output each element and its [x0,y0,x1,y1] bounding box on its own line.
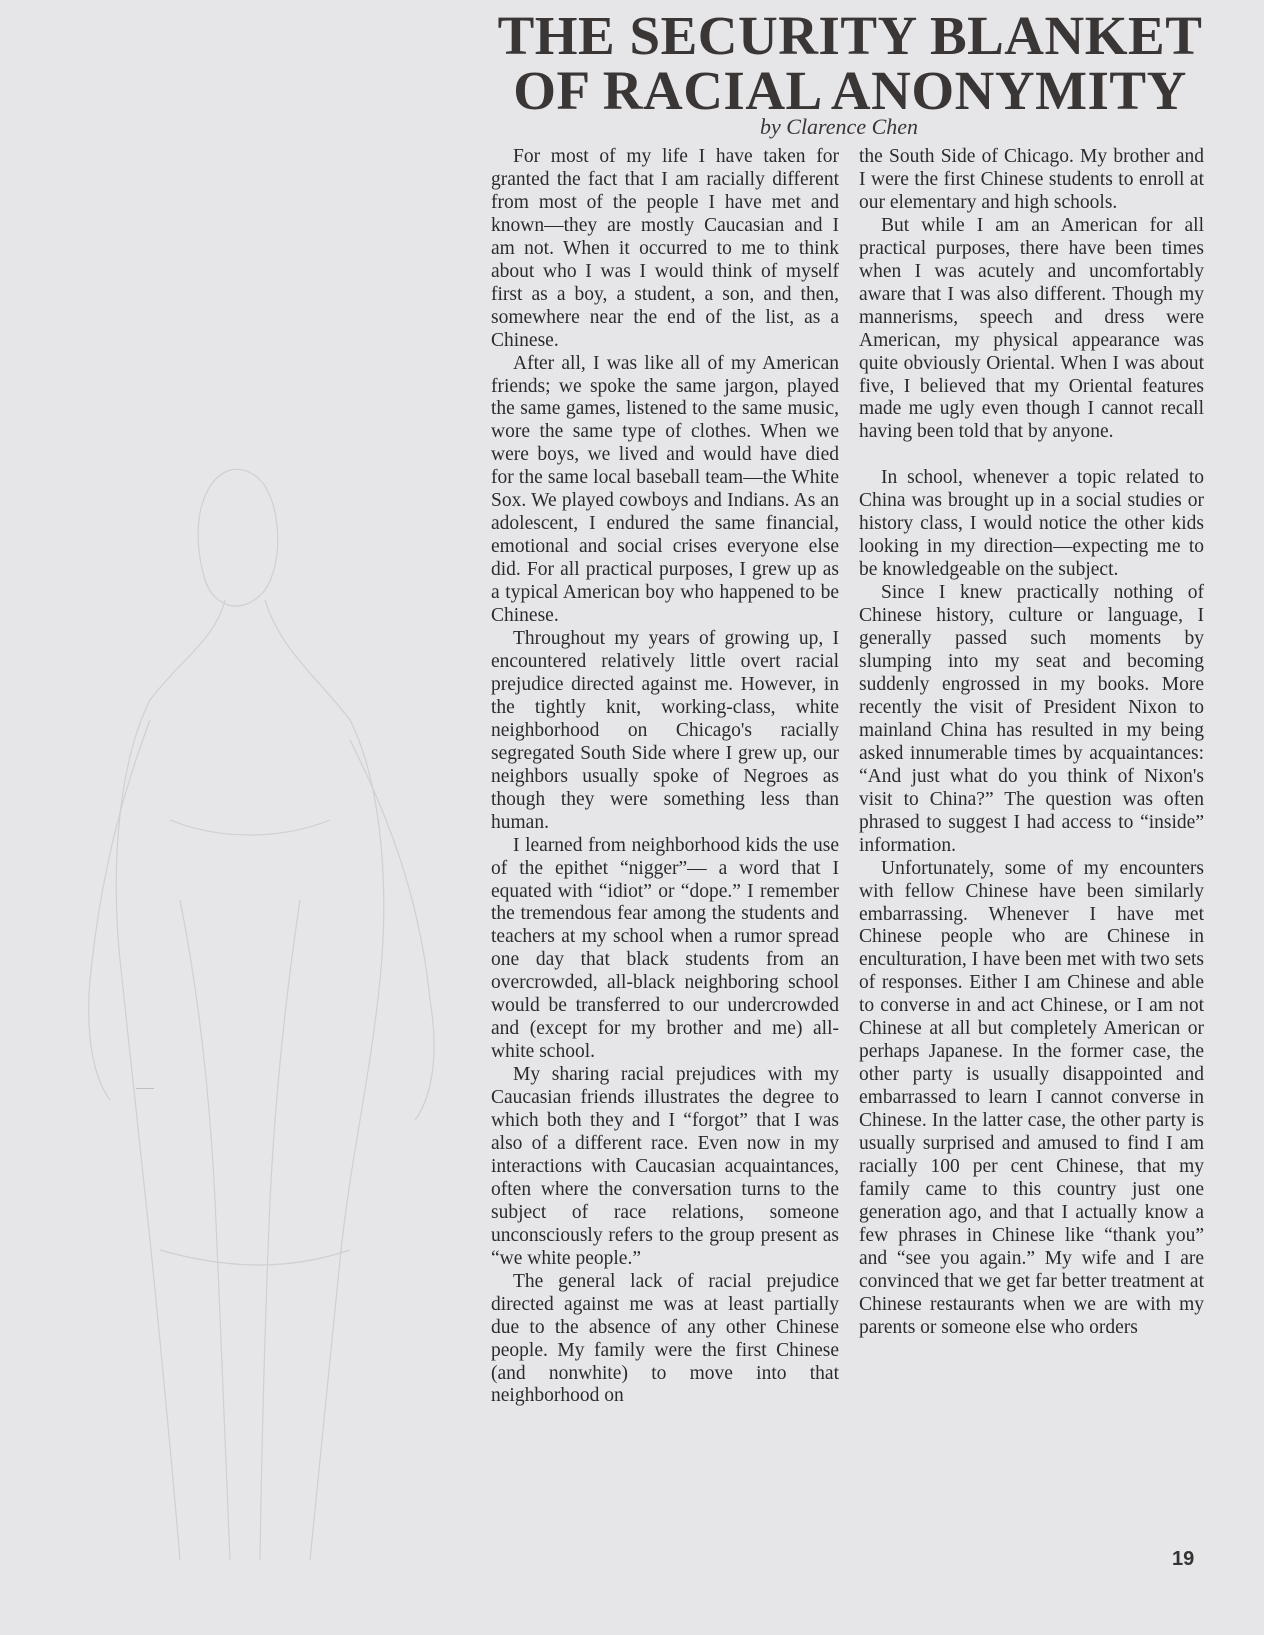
paragraph: the South Side of Chicago. My brother and I were the first Chinese students to enroll at our elementary and high schools. [859,146,1204,213]
left-column [491,146,839,1408]
paragraph: For most of my life I have taken for granted the fact that I am racially different from most of the people I have met and known—they are mostly Caucasian and I am not. When it occurred to me to think about who I was I would think of myself first as a boy, a student, a son, and then, somewhere near the end of the list, as a Chinese. [491,146,839,351]
title-line-2: OF RACIAL ANONYMITY [513,60,1187,121]
paragraph: I learned from neighborhood kids the use of the epithet “nigger”— a word that I equated with “idiot” or “dope.” I remember the tremendous fear among the students and teachers at my school when a rumor spread one day that black students from an overcrowded, all-black neighboring school would be transferred to our undercrowded and (except for my brother and me) all-white school. [491,834,839,1063]
byline: by Clarence Chen [760,114,919,139]
paragraph: The general lack of racial prejudice directed against me was at least partially due to the absence of any other Chinese people. My family were the first Chinese (and nonwhite) to move into that neighborhood on [491,1270,839,1407]
page-number: 19 [1172,1548,1195,1570]
paragraph: In school, whenever a topic related to China was brought up in a social studies or history class, I would notice the other kids looking in my direction—expecting me to be knowledgeable on the subject. [859,467,1204,581]
paragraph: Throughout my years of growing up, I encountered relatively little overt racial prejudice directed against me. However, in the tightly knit, working-class, white neighborhood on Chicago's racially segregated South Side where I grew up, our neighbors usually spoke of Negroes as though they were something less than human. [491,628,839,833]
margin-mark [136,1088,154,1089]
article-title [470,5,1230,121]
paragraph: After all, I was like all of my American friends; we spoke the same jargon, played the same games, listened to the same music, wore the same type of clothes. When we were boys, we lived and would have died for the same local baseball team—the White Sox. We played cowboys and Indians. As an adolescent, I endured the same financial, emotional and social crises everyone else did. For all practical purposes, I grew up as a typical American boy who happened to be Chinese. [491,352,839,627]
paragraph: My sharing racial prejudices with my Caucasian friends illustrates the degree to which both they and I “forgot” that I was also of a different race. Even now in my interactions with Caucasian acquaintances, often where the conversation turns to the subject of race relations, someone unconsciously refers to the group present as “we white people.” [491,1064,839,1269]
paragraph: Unfortunately, some of my encounters with fellow Chinese have been similarly embarrassing. Whenever I have met Chinese people who are Chinese in enculturation, I have been met with two sets of responses. Either I am Chinese and able to converse in and act Chinese, or I am not Chinese at all but completely American or perhaps Japanese. In the former case, the other party is usually disappointed and embarrassed to learn I cannot converse in Chinese. In the latter case, the other party is usually surprised and amused to find I am racially 100 per cent Chinese, that my family came to this country just one generation ago, and that I actually know a few phrases in Chinese like “thank you” and “see you again.” My wife and I are convinced that we get far better treatment at Chinese restaurants when we are with my parents or someone else who orders [859,857,1204,1338]
background-figure-sketch [0,0,480,1635]
right-column [859,146,1204,1340]
title-line-1: THE SECURITY BLANKET [497,5,1203,66]
paragraph: But while I am an American for all practical purposes, there have been times when I was acutely and uncomfortably aware that I was also different. Though my mannerisms, speech and dress were American, my physical appearance was quite obviously Oriental. When I was about five, I believed that my Oriental features made me ugly even though I cannot recall having been told that by anyone. [859,214,1204,443]
paragraph: Since I knew practically nothing of Chinese history, culture or language, I generally passed such moments by slumping into my seat and becoming suddenly engrossed in my books. More recently the visit of President Nixon to mainland China has resulted in my being asked innumerable times by acquaintances: “And just what do you think of Nixon's visit to China?” The question was often phrased to suggest I had access to “inside” information. [859,582,1204,856]
